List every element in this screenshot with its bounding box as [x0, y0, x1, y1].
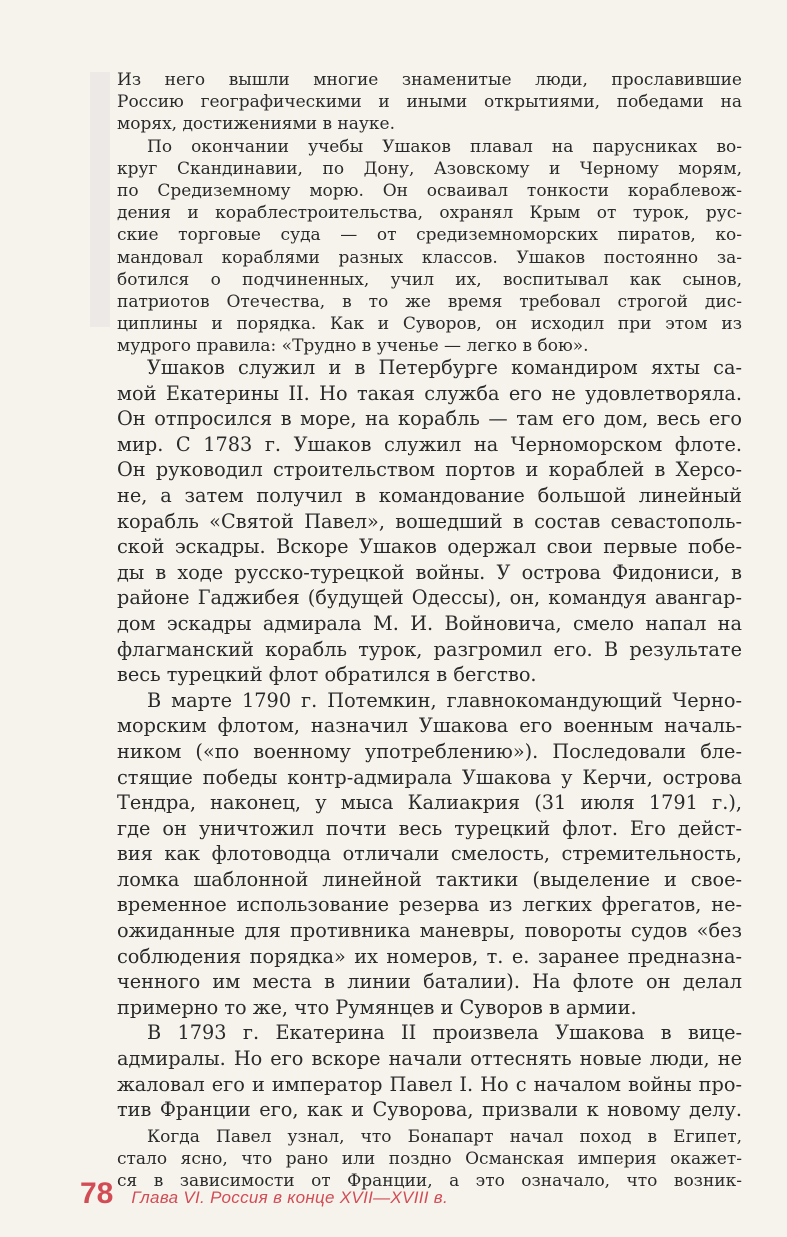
- text-line: районе Гаджибея (будущей Одессы), он, командуя авангар-: [117, 586, 742, 610]
- text-line: где он уничтожил почти весь турецкий флот. Его дейст-: [117, 816, 742, 840]
- text-line: мир. С 1783 г. Ушаков служил на Черноморском флоте.: [117, 432, 742, 456]
- text-line: Ушаков служил и в Петербурге командиром яхты са-: [147, 356, 742, 379]
- text-line: Тендра, наконец, у мыса Калиакрия (31 июля 1791 г.),: [117, 791, 742, 815]
- text-line: морях, достижениями в науке.: [117, 114, 395, 135]
- text-line: циплины и порядка. Как и Суворов, он исходил при этом из: [117, 314, 742, 335]
- text-line: дом эскадры адмирала М. И. Войновича, смело напал на: [117, 611, 742, 635]
- text-line: корабль «Святой Павел», вошедший в состав севастополь-: [117, 509, 742, 533]
- text-line: адмиралы. Но его вскоре начали оттеснять новые люди, не: [117, 1047, 742, 1071]
- text-line: ские торговые суда — от средиземноморских пиратов, ко-: [117, 225, 742, 246]
- text-line: ботился о подчиненных, учил их, воспитывал как сынов,: [117, 269, 742, 290]
- text-line: флагманский корабль турок, разгромил его. В результате: [117, 637, 742, 661]
- text-line: ды в ходе русско-турецкой войны. У острова Фидониси, в: [117, 560, 742, 584]
- chapter-title: Глава VI. Россия в конце XVII—XVIII в.: [131, 1188, 448, 1207]
- text-line: морским флотом, назначил Ушакова его военным началь-: [117, 714, 742, 738]
- text-line: В 1793 г. Екатерина II произвела Ушакова в вице-: [147, 1021, 742, 1045]
- page-number: 78: [80, 1177, 114, 1210]
- text-line: В марте 1790 г. Потемкин, главнокомандующий Черно-: [147, 688, 742, 712]
- text-line: мой Екатерины II. Но такая служба его не удовлетворяла.: [117, 381, 742, 405]
- text-line: Он отпросился в море, на корабль — там его дом, весь его: [117, 407, 742, 431]
- text-line: По окончании учебы Ушаков плавал на парусниках во-: [147, 136, 742, 157]
- text-line: временное использование резерва из легких фрегатов, не-: [117, 893, 742, 917]
- text-line: стало ясно, что рано или поздно Османская империя окажет-: [117, 1149, 742, 1170]
- text-line: ожиданные для противника маневры, повороты судов «без: [117, 919, 742, 943]
- text-line: соблюдения порядка» их номеров, т. е. заранее предназна-: [117, 944, 742, 968]
- text-line: по Средиземному морю. Он осваивал тонкости кораблевож-: [117, 180, 742, 201]
- text-line: Он руководил строительством портов и кораблей в Херсо-: [117, 458, 742, 482]
- text-line: дения и кораблестроительства, охранял Крым от турок, рус-: [117, 203, 742, 224]
- text-line: ченного им места в линии баталии). На флоте он делал: [117, 970, 742, 994]
- text-line: вия как флотоводца отличали смелость, стремительность,: [117, 842, 742, 866]
- text-line: Россию географическими и иными открытиями, победами на: [117, 92, 742, 113]
- text-line: патриотов Отечества, в то же время требовал строгой дис-: [117, 291, 742, 312]
- text-line: круг Скандинавии, по Дону, Азовскому и Черному морям,: [117, 158, 742, 179]
- text-line: жаловал его и император Павел I. Но с началом войны про-: [117, 1072, 742, 1096]
- text-line: не, а затем получил в командование большой линейный: [117, 483, 742, 507]
- page-footer: [80, 1177, 448, 1211]
- text-line: Из него вышли многие знаменитые люди, прославившие: [117, 70, 742, 90]
- text-line: ломка шаблонной линейной тактики (выделение и свое-: [117, 867, 742, 891]
- text-line: ской эскадры. Вскоре Ушаков одержал свои первые побе-: [117, 535, 742, 559]
- text-line: весь турецкий флот обратился в бегство.: [117, 663, 537, 687]
- text-line: стящие победы контр-адмирала Ушакова у Керчи, острова: [117, 765, 742, 789]
- text-line: ся в зависимости от Франции, а это означало, что возник-: [117, 1171, 742, 1192]
- main-text-block: [117, 358, 742, 1126]
- text-line: мандовал кораблями разных классов. Ушаков постоянно за-: [117, 247, 742, 268]
- sidebar-text-block: [117, 72, 742, 360]
- sidebar-accent-bar: [90, 72, 110, 327]
- text-line: ником («по военному употреблению»). Последовали бле-: [117, 739, 742, 763]
- text-line: мудрого правила: «Трудно в ученье — легко в бою».: [117, 336, 589, 357]
- text-line: Когда Павел узнал, что Бонапарт начал поход в Египет,: [147, 1127, 742, 1147]
- text-line: примерно то же, что Румянцев и Суворов в армии.: [117, 995, 637, 1019]
- text-line: тив Франции его, как и Суворова, призвали к новому делу.: [117, 1098, 742, 1122]
